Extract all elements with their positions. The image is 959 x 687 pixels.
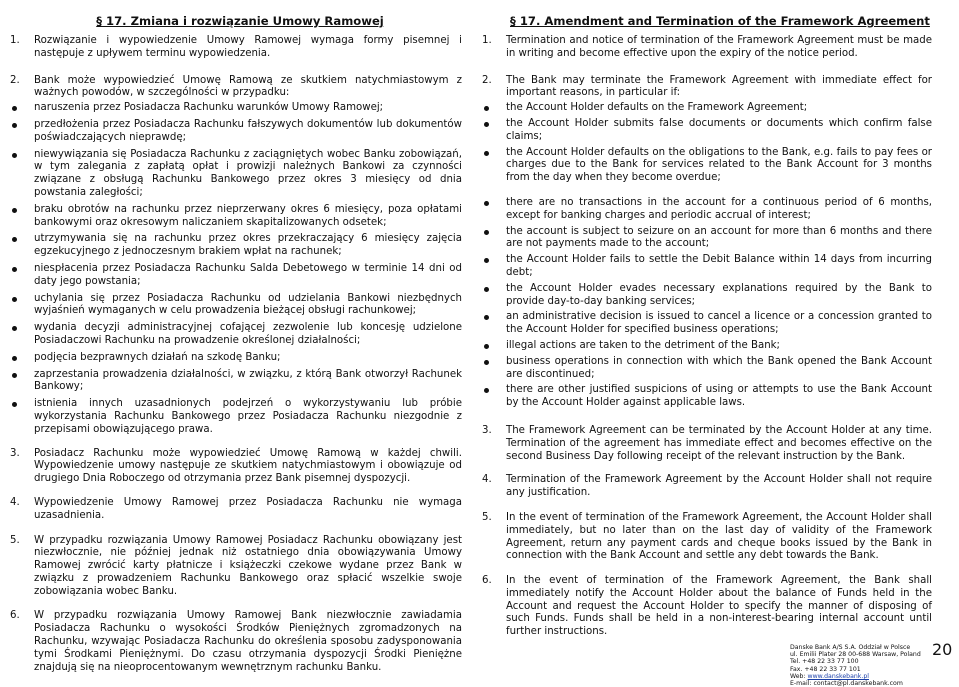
clause-number: 1.	[10, 35, 20, 46]
list-item: wydania decyzji administracyjnej cofającej zezwolenie lub koncesję udzielone Posiadaczowi Rachunku na prowadzenie określonej działalności;	[10, 322, 462, 348]
clause-text: Rozwiązanie i wypowiedzenie Umowy Ramowej wymaga formy pisemnej i następuje z upływem terminu wypowiedzenia.	[34, 35, 462, 59]
clause-pl-3	[10, 448, 462, 486]
clause-pl-4	[10, 497, 462, 523]
clause-text: Bank może wypowiedzieć Umowę Ramową ze skutkiem natychmiastowym z ważnych powodów, w szczególności w przypadku:	[34, 74, 462, 99]
clause-text: In the event of termination of the Framework Agreement, the Account Holder shall immediately, but no later than on the last day of validity of the Framework Agreement, return any payment cards and cheque books issued by the Bank in connection with the Bank Account and settle any debt towards the Bank.	[506, 511, 932, 562]
list-item: utrzymywania się na rachunku przez okres przekraczający 6 miesięcy zajęcia egzekucyjnego z jednoczesnym brakiem wpłat na rachunek;	[10, 233, 462, 259]
list-item: naruszenia przez Posiadacza Rachunku warunków Umowy Ramowej;	[10, 102, 462, 115]
page-number: 20	[932, 640, 953, 659]
list-item: uchylania się przez Posiadacza Rachunku od udzielania Bankowi niezbędnych wyjaśnień wymaganych w celu prowadzenia bieżącej obsługi rachunkowej;	[10, 293, 462, 319]
clause-number: 3.	[10, 447, 20, 459]
list-item: the Account Holder evades necessary explanations required by the Bank to provide day-to-day banking services;	[482, 283, 932, 309]
section-title-pl: § 17. Zmiana i rozwiązanie Umowy Ramowej	[96, 14, 384, 28]
clause-text: In the event of termination of the Framework Agreement, the Bank shall immediately notify the Account Holder about the balance of Funds held in the Account and request the Account Holder to specify the manner of disposing of such Funds. Funds shall be held in a non-interest-bearing internal account until further instructions.	[506, 575, 932, 638]
list-item: podjęcia bezprawnych działań na szkodę Banku;	[10, 352, 462, 365]
address-fax: Fax. +48 22 33 77 101	[790, 665, 861, 673]
clause-en-6	[482, 575, 932, 639]
address-line: ul. Emilii Plater 28 00-688 Warsaw, Poland	[790, 651, 921, 659]
clause-text: The Framework Agreement can be terminated by the Account Holder at any time. Termination of the agreement has immediate effect and becomes effective on the second Business Day following receipt of the relevant instruction by the Bank.	[506, 424, 932, 462]
list-item: zaprzestania prowadzenia działalności, w związku, z którą Bank otworzył Rachunek Bankowy;	[10, 369, 462, 395]
list-item: niewywiązania się Posiadacza Rachunku z zaciągniętych wobec Banku zobowiązań, w tym zalegania z zapłatą opłat i prowizji należnych Bankowi za czynności związane z obsługą Rachunku Bankowego przez okres 3 miesięcy od dnia powstania zaległości;	[10, 149, 462, 200]
clause-en-5	[482, 512, 932, 563]
clause-en-2	[482, 75, 932, 101]
clause-pl-2	[10, 75, 462, 101]
web-link[interactable]: www.danskebank.pl	[807, 672, 869, 680]
english-column	[482, 14, 932, 639]
clause-text: Wypowiedzenie Umowy Ramowej przez Posiadacza Rachunku nie wymaga uzasadnienia.	[34, 496, 462, 521]
list-item: there are other justified suspicions of using or attempts to use the Bank Account by the Account Holder against applicable laws.	[482, 384, 932, 410]
list-item: an administrative decision is issued to cancel a licence or a concession granted to the Account Holder for specified business operations;	[482, 311, 932, 337]
clause-en-1	[482, 35, 932, 61]
clause-number: 2.	[482, 74, 492, 86]
clause-pl-5	[10, 535, 462, 599]
clause-text: W przypadku rozwiązania Umowy Ramowej Posiadacz Rachunku obowiązany jest niezwłocznie, nie później jednak niż ostatniego dnia obowiązywania Umowy Ramowej zwrócić karty płatnicze i książeczki czekowe wydane przez Bank w związku z prowadzeniem Rachunku Bankowego oraz spłacić wszelkie swoje zobowiązania wobec Banku.	[34, 534, 462, 597]
clause-number: 1.	[482, 35, 492, 46]
clause-number: 5.	[482, 511, 492, 523]
list-item: the Account Holder defaults on the Framework Agreement;	[482, 102, 932, 115]
list-item: illegal actions are taken to the detriment of the Bank;	[482, 340, 932, 353]
list-item: the Account Holder submits false documents or documents which confirm false claims;	[482, 118, 932, 144]
clause-number: 6.	[482, 575, 492, 587]
list-item: przedłożenia przez Posiadacza Rachunku fałszywych dokumentów lub dokumentów poświadczających nieprawdę;	[10, 119, 462, 145]
clause-number: 4.	[10, 496, 20, 508]
list-item: istnienia innych uzasadnionych podejrzeń o wykorzystywaniu lub próbie wykorzystania Rachunku Bankowego przez Posiadacza Rachunku niezgodnie z przepisami obowiązującego prawa.	[10, 398, 462, 436]
clause-pl-1	[10, 35, 462, 61]
clause-text: Termination of the Framework Agreement by the Account Holder shall not require any justification.	[506, 474, 932, 499]
clause-number: 5.	[10, 534, 20, 546]
clause-pl-6	[10, 610, 462, 674]
clause-en-4	[482, 474, 932, 500]
clause-en-3	[482, 425, 932, 463]
list-item: the Account Holder defaults on the obligations to the Bank, e.g. fails to pay fees or charges due to the Bank for services related to the Bank Account for 3 months from the day when they become overdue;	[482, 147, 932, 185]
list-item: the account is subject to seizure on an account for more than 6 months and there are not payments made to the account;	[482, 226, 932, 252]
clause-text: Posiadacz Rachunku może wypowiedzieć Umowę Ramową w każdej chwili. Wypowiedzenie umowy następuje ze skutkiem natychmiastowym i obowiązuje od drugiego Dnia Roboczego od otrzymania przez Bank pisemnej dyspozycji.	[34, 447, 462, 485]
address-web	[790, 673, 921, 680]
list-item: the Account Holder fails to settle the Debit Balance within 14 days from incurring debt;	[482, 254, 932, 280]
clause-text: The Bank may terminate the Framework Agreement with immediate effect for important reasons, in particular if:	[506, 74, 932, 99]
list-item: niespłacenia przez Posiadacza Rachunku Salda Debetowego w terminie 14 dni od daty jego powstania;	[10, 263, 462, 289]
clause-text: W przypadku rozwiązania Umowy Ramowej Bank niezwłocznie zawiadamia Posiadacza Rachunku o wysokości Środków Pieniężnych zgromadzonych na Rachunku, wzywając Posiadacza Rachunku do określenia sposobu zadysponowania tymi Środkami Pieniężnymi. Do czasu otrzymania dyspozycji Środki Pieniężne znajdują się na nieoprocentowanym wewnętrznym rachunku Banku.	[34, 610, 462, 673]
web-label: Web:	[790, 672, 808, 680]
address-email: E-mail: contact@pl.danskebank.com	[790, 680, 903, 687]
bank-address-block	[790, 644, 921, 687]
clause-number: 3.	[482, 424, 492, 436]
clause-number: 2.	[10, 74, 20, 86]
list-item: business operations in connection with which the Bank opened the Bank Account are discontinued;	[482, 356, 932, 382]
list-item: there are no transactions in the account for a continuous period of 6 months, except for banking charges and periodic accrual of interest;	[482, 197, 932, 223]
address-line: Danske Bank A/S S.A. Oddział w Polsce	[790, 644, 911, 651]
clause-en-2-list	[482, 102, 932, 410]
clause-number: 6.	[10, 610, 20, 622]
clause-text: Termination and notice of termination of the Framework Agreement must be made in writing and become effective upon the expiry of the notice period.	[506, 35, 932, 59]
list-item: braku obrotów na rachunku przez nieprzerwany okres 6 miesięcy, poza opłatami bankowymi oraz okresowym naliczaniem skapitalizowanych odsetek;	[10, 204, 462, 230]
address-phone: Tel. +48 22 33 77 100	[790, 658, 859, 666]
clause-number: 4.	[482, 474, 492, 486]
clause-pl-2-list	[10, 102, 462, 436]
section-title-en: § 17. Amendment and Termination of the Framework Agreement	[510, 14, 930, 28]
polish-column	[10, 14, 462, 674]
